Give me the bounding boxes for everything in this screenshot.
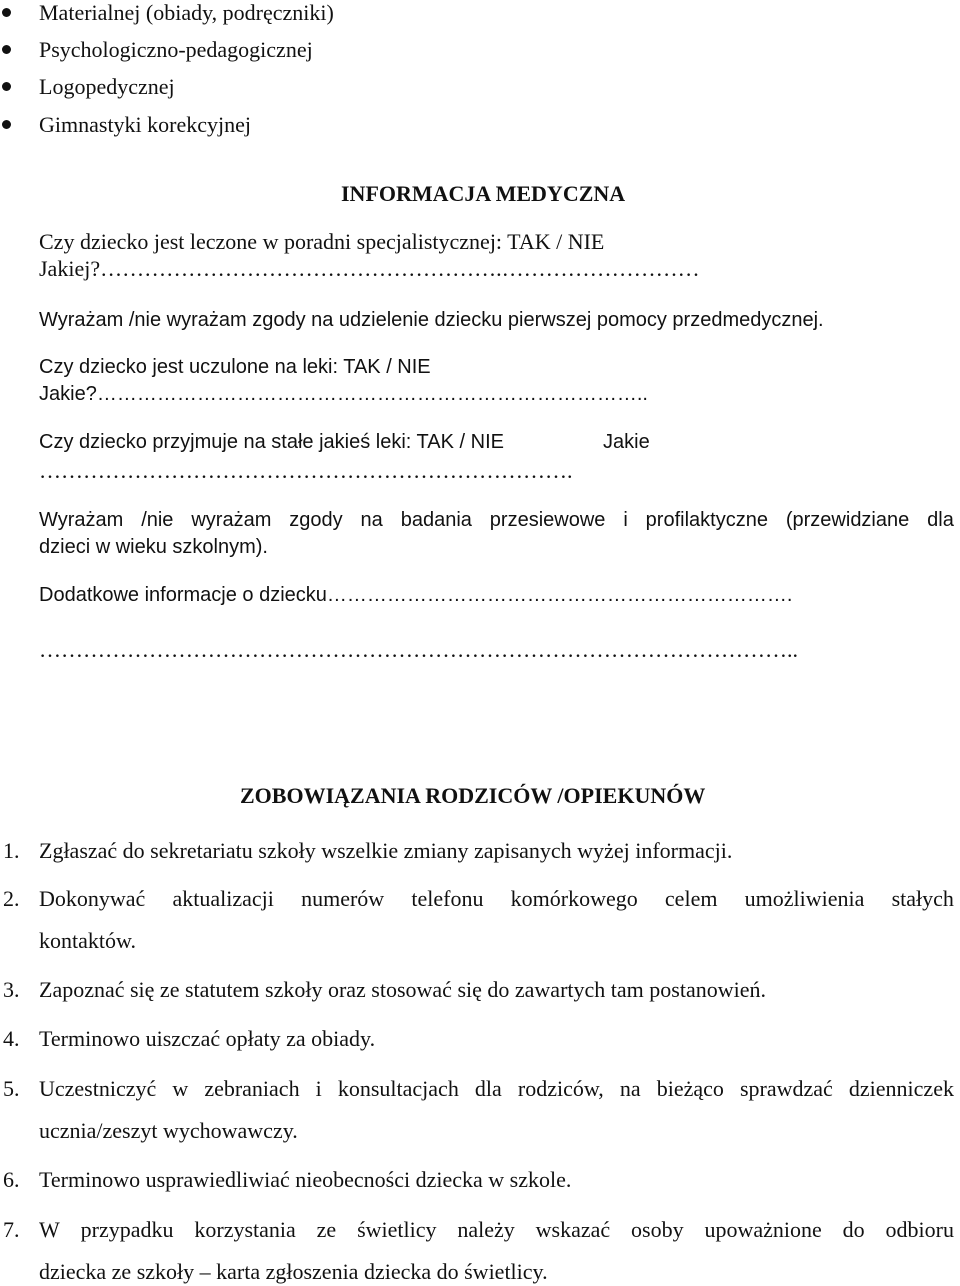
- first-aid-consent: Wyrażam /nie wyrażam zgody na udzielenie dziecku pierwszej pomocy przedmedycznej.: [39, 309, 824, 331]
- list-item: Zapoznać się ze statutem szkoły oraz stosować się do zawartych tam postanowień.: [39, 977, 766, 1002]
- word: zgody: [289, 509, 343, 531]
- list-item-number: 3.: [3, 977, 20, 1002]
- word: dzienniczek: [848, 1076, 954, 1101]
- word: dla: [927, 509, 954, 531]
- word: /nie: [141, 509, 174, 531]
- word: należy: [457, 1217, 515, 1242]
- word: i: [315, 1076, 322, 1101]
- meds-which-label: Jakie: [603, 431, 650, 453]
- word: ze: [316, 1217, 337, 1242]
- allergy-question: Czy dziecko jest uczulone na leki: TAK / NIE: [39, 356, 431, 378]
- list-item: Terminowo usprawiedliwiać nieobecności dziecka w szkole.: [39, 1167, 572, 1192]
- word: w: [172, 1076, 189, 1101]
- word: sprawdzać: [739, 1076, 833, 1101]
- word: komórkowego: [510, 886, 638, 911]
- list-item-continuation: ucznia/zeszyt wychowawczy.: [39, 1118, 298, 1143]
- list-item-number: 7.: [3, 1217, 20, 1242]
- meds-question: Czy dziecko przyjmuje na stałe jakieś leki: TAK / NIE: [39, 431, 504, 453]
- bullet-icon: [2, 120, 11, 129]
- additional-info-dots: …………………………………………………………………………………………..: [39, 637, 798, 662]
- word: wskazać: [535, 1217, 611, 1242]
- word: przesiewowe: [489, 509, 606, 531]
- word: numerów: [301, 886, 385, 911]
- word: profilaktyczne: [645, 509, 768, 531]
- word: przypadku: [80, 1217, 174, 1242]
- word: (przewidziane: [785, 509, 910, 531]
- list-item-number: 2.: [3, 886, 20, 911]
- list-item: Terminowo uiszczać opłaty za obiady.: [39, 1026, 376, 1051]
- word: do: [842, 1217, 865, 1242]
- medical-heading: INFORMACJA MEDYCZNA: [341, 181, 626, 206]
- word: i: [623, 509, 628, 531]
- list-item-number: 5.: [3, 1076, 20, 1101]
- additional-info-label: Dodatkowe informacje o dziecku…………………………………………………………….: [39, 584, 793, 606]
- word: umożliwienia: [744, 886, 865, 911]
- screening-consent-line2: dzieci w wieku szkolnym).: [39, 536, 268, 558]
- word: Dokonywać: [39, 886, 146, 911]
- list-item: [39, 1217, 954, 1243]
- allergy-which: Jakie?………………………………………………………………………..: [39, 383, 648, 405]
- word: telefonu: [411, 886, 484, 911]
- word: na: [360, 509, 383, 531]
- bullet-item: Logopedycznej: [39, 74, 175, 99]
- word: korzystania: [194, 1217, 296, 1242]
- word: Uczestniczyć: [39, 1076, 157, 1101]
- word: celem: [664, 886, 718, 911]
- word: badania: [400, 509, 472, 531]
- word: Wyrażam: [39, 509, 124, 531]
- word: rodziców,: [517, 1076, 604, 1101]
- bullet-icon: [2, 82, 11, 91]
- list-item: Zgłaszać do sekretariatu szkoły wszelkie zmiany zapisanych wyżej informacji.: [39, 838, 733, 863]
- list-item: [39, 1076, 954, 1102]
- list-item: [39, 886, 954, 912]
- word: konsultacjach: [337, 1076, 459, 1101]
- bullet-item: Materialnej (obiady, podręczniki): [39, 0, 334, 25]
- word: wyrażam: [191, 509, 272, 531]
- word: świetlicy: [357, 1217, 437, 1242]
- screening-consent-line1: [39, 507, 954, 533]
- word: odbioru: [885, 1217, 954, 1242]
- list-item-number: 4.: [3, 1026, 20, 1051]
- word: W: [39, 1217, 60, 1242]
- meds-which-dots: ……………………………………………………………….: [39, 458, 573, 483]
- specialist-which: Jakiej?……………………………………………….………………………: [39, 256, 700, 281]
- word: aktualizacji: [172, 886, 274, 911]
- list-item-number: 1.: [3, 838, 20, 863]
- word: na: [619, 1076, 641, 1101]
- specialist-question: Czy dziecko jest leczone w poradni specjalistycznej: TAK / NIE: [39, 229, 605, 254]
- word: osoby: [631, 1217, 684, 1242]
- bullet-item: Psychologiczno-pedagogicznej: [39, 37, 313, 62]
- word: zebraniach: [204, 1076, 300, 1101]
- list-item-continuation: kontaktów.: [39, 928, 136, 953]
- word: upoważnione: [704, 1217, 822, 1242]
- word: bieżąco: [656, 1076, 724, 1101]
- bullet-icon: [2, 8, 11, 17]
- word: stałych: [891, 886, 954, 911]
- obligations-heading: ZOBOWIĄZANIA RODZICÓW /OPIEKUNÓW: [240, 783, 706, 808]
- bullet-icon: [2, 45, 11, 54]
- list-item-continuation: dziecka ze szkoły – karta zgłoszenia dziecka do świetlicy.: [39, 1259, 548, 1284]
- bullet-item: Gimnastyki korekcyjnej: [39, 112, 252, 137]
- word: dla: [474, 1076, 502, 1101]
- list-item-number: 6.: [3, 1167, 20, 1192]
